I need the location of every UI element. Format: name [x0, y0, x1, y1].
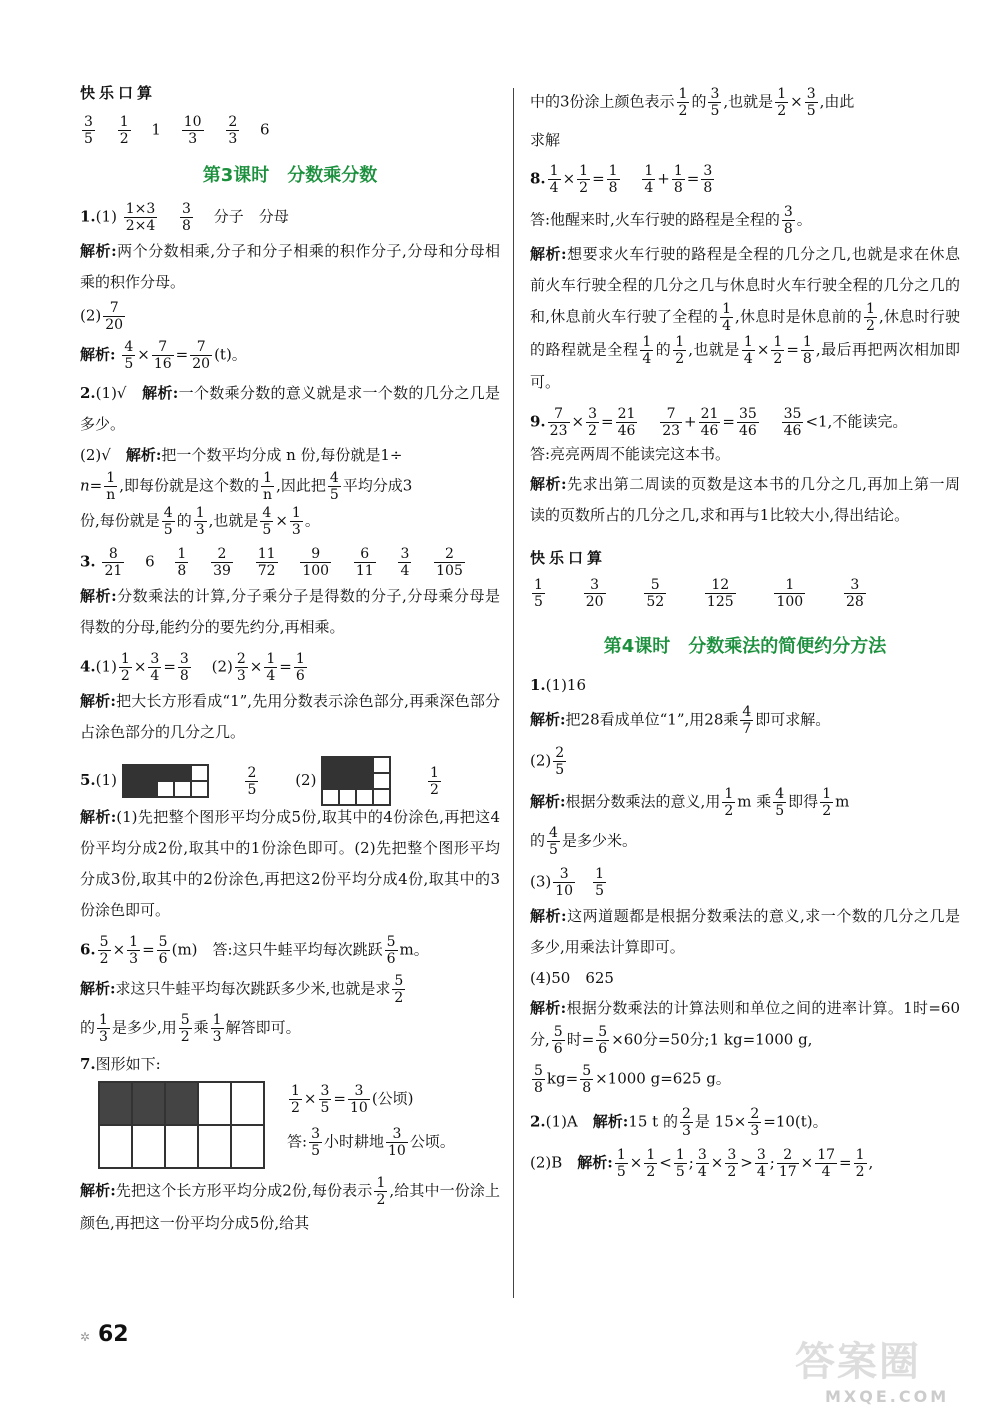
q2-part2-line1: (2)√ 解析:把一个数平均分成 n 份,每份就是1÷ — [80, 446, 403, 464]
r1-explanation3: 解析:这两道题都是根据分数乘法的意义,求一个数的几分之几是多少,用乘法计算即可。 — [530, 907, 960, 956]
q1-part2: (2) $\frac{7}{20}$ — [80, 300, 124, 333]
q1-part1: 1.(1) $\frac{1\times 3}{2\times 4}$ $\frac{3}{8}$ 分子 分母 — [80, 201, 289, 234]
q2-part2-line2: n= $\frac{1}{n}$ ,即每份就是这个数的 $\frac{1}{n}$ ,因此把 $\frac{4}{5}$ 平均分成3 — [80, 470, 413, 503]
q6-explanation-line1: 解析:求这只牛蛙平均每次跳跃多少米,也就是求 $\frac{5}{2}$ — [80, 973, 404, 1006]
left-column — [80, 78, 500, 1241]
q1-explanation2: 解析: $\frac{4}{5}$ × $\frac{7}{16}$ = $\frac{7}{20}$ (t)。 — [80, 339, 247, 372]
q5-figure2 — [321, 756, 391, 806]
answer-fraction: $\frac{2}{3}$ — [228, 114, 238, 147]
r1-part3: (3) $\frac{3}{10}$ $\frac{1}{5}$ — [530, 866, 604, 899]
q7-figure-row — [98, 1081, 500, 1169]
q1-explanation: 解析:两个分数相乘,分子和分子相乘的积作分子,分母和分母相乘的积作分母。 — [80, 242, 500, 291]
kuaile-answers: $\frac{1}{5}$ $\frac{3}{20}$ $\frac{5}{52}$ $\frac{12}{125}$ $\frac{1}{100}$ $\frac{3}{28}$ — [534, 577, 864, 610]
q7-explanation: 解析:先把这个长方形平均分成2份,每份表示 $\frac{1}{2}$ ,给其中一份涂上颜色,再把这一份平均分成5份,给其 — [80, 1175, 500, 1232]
r1-explanation1: 解析:把28看成单位“1”,用28乘 $\frac{4}{7}$ 即可求解。 — [530, 704, 831, 737]
page-number: 62 — [98, 1322, 129, 1347]
q7-continued-line1: 中的3份涂上颜色表示 $\frac{1}{2}$ 的 $\frac{3}{5}$ ,也就是 $\frac{1}{2}$ × $\frac{3}{5}$ ,由此 — [530, 86, 855, 119]
r1-explanation4: 解析:根据分数乘法的计算法则和单位之间的进率计算。1时=60分, $\frac{5}{6}$ 时= $\frac{5}{6}$ ×60分=50分;1 kg=1000 g, — [530, 999, 960, 1057]
kuaile-header: 快乐口算 — [80, 84, 157, 102]
column-divider — [513, 88, 514, 1298]
q2-part2-line3: 份,每份就是 $\frac{4}{5}$ 的 $\frac{1}{3}$ ,也就是 $\frac{4}{5}$ × $\frac{1}{3}$ 。 — [80, 505, 320, 538]
star-decoration-icon: ✲ — [80, 1330, 91, 1344]
r2-part2: (2)B 解析: $\frac{1}{5}$ × $\frac{1}{2}$ < $\frac{1}{5}$ ; $\frac{3}{4}$ × $\frac{3}{2}$ > $\frac{3}{4}$ ; $\frac{2}{17}$ × $\frac{17}{4}$ = $\frac{1}{2}$ , — [530, 1147, 874, 1180]
kuaile-answers — [80, 114, 500, 147]
q7-continued-line2: 求解 — [530, 131, 561, 149]
q4-explanation: 解析:把大长方形看成“1”,先用分数表示涂色部分,再乘深色部分占涂色部分的几分之几。 — [80, 692, 500, 741]
r1-explanation4-line2: $\frac{5}{8}$ kg= $\frac{5}{8}$ ×1000 g=625 g。 — [534, 1063, 731, 1096]
q7-answer: $\frac{1}{2}$ × $\frac{3}{5}$ = $\frac{3}{10}$ (公顷) 答: $\frac{3}{5}$ 小时耕地 $\frac{3}{10}$ 公顷。 — [287, 1083, 455, 1159]
answer-fraction: $\frac{3}{5}$ — [84, 114, 93, 147]
r1-explanation2-line1: 解析:根据分数乘法的意义,用 $\frac{1}{2}$ m 乘 $\frac{4}{5}$ 即得 $\frac{1}{2}$ m — [530, 786, 850, 819]
answer-fraction: $\frac{1}{2}$ — [119, 114, 129, 147]
q8-answer: 8. $\frac{1}{4}$ × $\frac{1}{2}$ = $\frac{1}{8}$ $\frac{1}{4}$ + $\frac{1}{8}$ = $\frac{3}{8}$ — [530, 163, 713, 196]
q9-answer: 9. $\frac{7}{23}$ × $\frac{3}{2}$ = $\frac{21}{46}$ $\frac{7}{23}$ + $\frac{21}{46}$ = $\frac{35}{46}$ $\frac{35}{46}$ <1,不能读完。 — [530, 406, 908, 439]
lesson3-title: 第3课时 分数乘分数 — [202, 165, 378, 186]
q5-figure1 — [122, 764, 209, 798]
r1-part1: 1.(1)16 — [530, 676, 587, 694]
q9-explanation: 解析:先求出第二周读的页数是这本书的几分之几,再加上第一周读的页数所占的几分之几,求和再与1比较大小,得出结论。 — [530, 475, 960, 524]
r1-part2: (2) $\frac{2}{5}$ — [530, 745, 565, 778]
r2-part1: 2.(1)A 解析:15 t 的 $\frac{2}{3}$ 是 15× $\frac{2}{3}$ =10(t)。 — [530, 1106, 828, 1139]
q7-intro: 7.图形如下: — [80, 1055, 161, 1073]
lesson4-title: 第4课时 分数乘法的简便约分方法 — [603, 636, 887, 657]
r1-explanation2-line2: 的 $\frac{4}{5}$ 是多少米。 — [530, 825, 637, 858]
answer-fraction: $\frac{10}{3}$ — [183, 114, 202, 147]
q7-figure — [98, 1081, 265, 1169]
r1-part4: (4)50 625 — [530, 969, 614, 987]
kuaile-header: 快乐口算 — [530, 549, 607, 567]
q6-explanation-line2: 的 $\frac{1}{3}$ 是多少,用 $\frac{5}{2}$ 乘 $\frac{1}{3}$ 解答即可。 — [80, 1012, 301, 1045]
right-column — [530, 84, 960, 1182]
q8-explanation: 解析:想要求火车行驶的路程是全程的几分之几,也就是求在休息前火车行驶全程的几分之几与休息时火车行驶全程的几分之几的和,休息前火车行驶了全程的 $\frac{1}{4}$ ,休息时是休息前的 $\frac{1}{2}$ ,休息时行驶的路程就是全程 $\frac{1}{4}$ 的 $\frac{1}{2}$ ,也就是 $\frac{1}{4}$ × $\frac{1}{2}$ = $\frac{1}{8}$ ,最后再把两次相加即可。 — [530, 245, 960, 391]
q5-answers: 5.(1) $\frac{2}{5}$ (2) $\frac{1}{2}$ — [80, 756, 500, 800]
watermark-logo: 答案圈 MXQE.COM — [795, 1339, 950, 1406]
q2-part1: 2.(1)√ 解析:一个数乘分数的意义就是求一个数的几分之几是多少。 — [80, 384, 500, 433]
q8-conclusion: 答:他醒来时,火车行驶的路程是全程的 $\frac{3}{8}$ 。 — [530, 204, 812, 237]
q4-answers: 4.(1) $\frac{1}{2}$ × $\frac{3}{4}$ = $\frac{3}{8}$ (2) $\frac{2}{3}$ × $\frac{1}{4}$ = $\frac{1}{6}$ — [80, 651, 305, 684]
q3-answers: 3. $\frac{8}{21}$ 6 $\frac{1}{8}$ $\frac{2}{39}$ $\frac{11}{72}$ $\frac{9}{100}$ $\frac{6}{11}$ $\frac{3}{4}$ $\frac{2}{105}$ — [80, 546, 463, 579]
q6-answer: 6. $\frac{5}{2}$ × $\frac{1}{3}$ = $\frac{5}{6}$ (m) 答:这只牛蛙平均每次跳跃 $\frac{5}{6}$ m。 — [80, 934, 429, 967]
q5-explanation: 解析:(1)先把整个图形平均分成5份,取其中的4份涂色,再把这4份平均分成2份,取其中的1份涂色即可。(2)先把整个图形平均分成3份,取其中的2份涂色,再把这2份平均分成4份,取其中的3份涂色即可。 — [80, 808, 500, 919]
q9-conclusion: 答:亮亮两周不能读完这本书。 — [530, 445, 731, 463]
q3-explanation: 解析:分数乘法的计算,分子乘分子是得数的分子,分母乘分母是得数的分母,能约分的要先约分,再相乘。 — [80, 587, 500, 636]
answer-value: 6 — [260, 120, 270, 139]
answer-value: 1 — [151, 120, 161, 139]
